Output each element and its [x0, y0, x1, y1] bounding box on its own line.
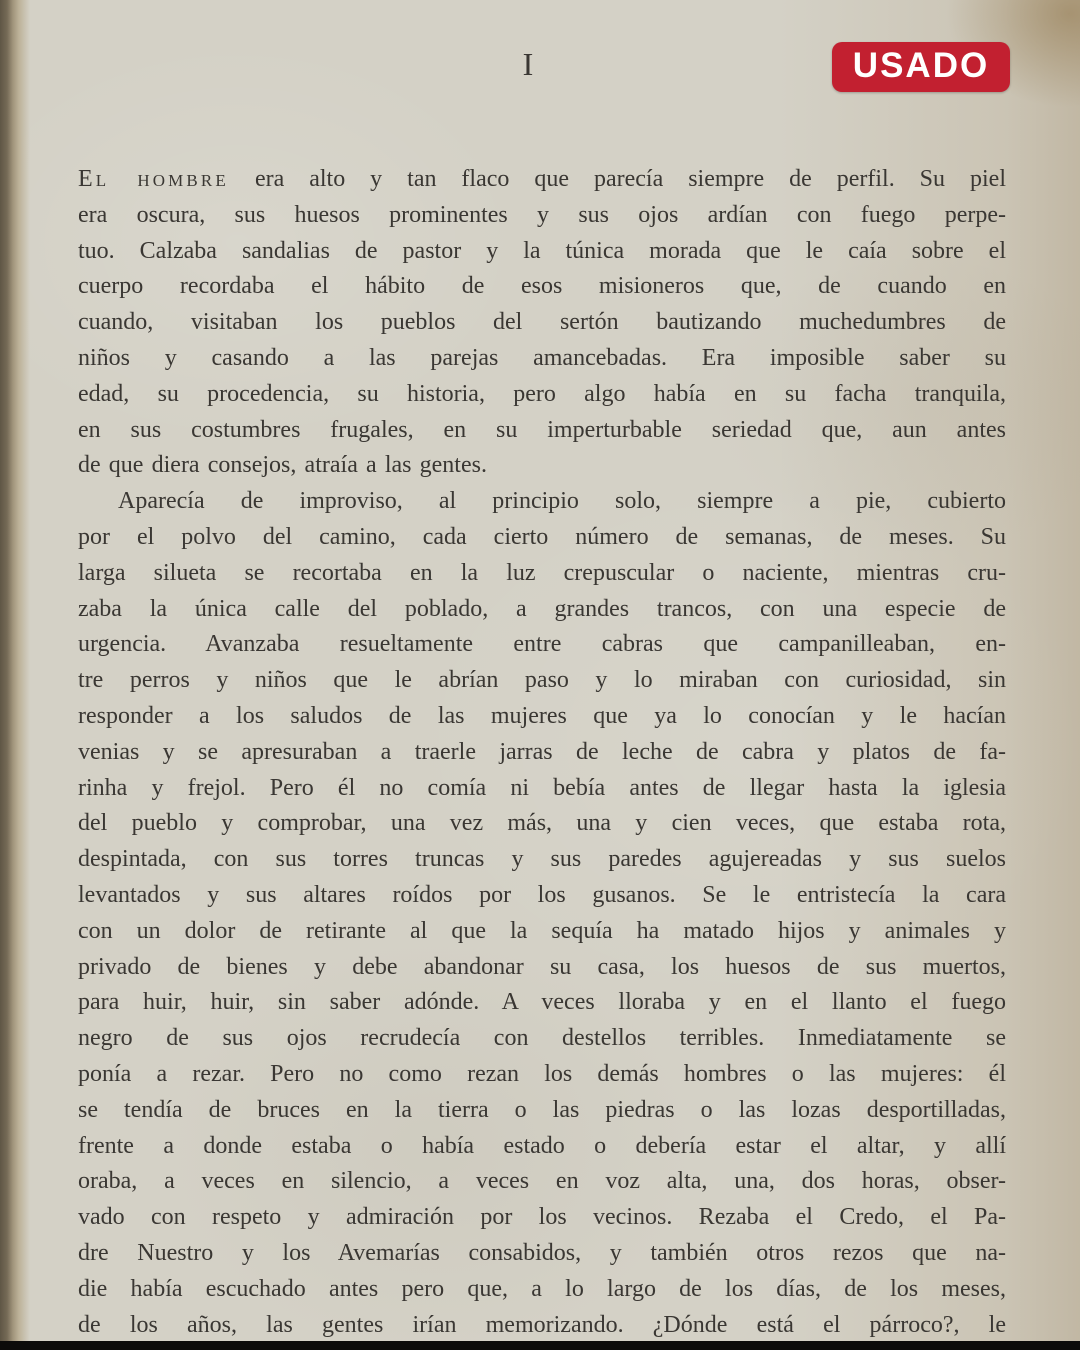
- text-line: frente a donde estaba o había estado o debería estar el altar, y allí: [78, 1132, 1006, 1159]
- text-line: se tendía de bruces en la tierra o las piedras o las lozas desportilladas,: [78, 1096, 1006, 1123]
- text-line: edad, su procedencia, su historia, pero algo había en su facha tranquila,: [78, 380, 1006, 407]
- text-line: de que diera consejos, atraía a las gentes.: [78, 452, 487, 479]
- text-line: privado de bienes y debe abandonar su casa, los huesos de sus muertos,: [78, 953, 1006, 980]
- text-line: en sus costumbres frugales, en su imperturbable seriedad que, aun antes: [78, 416, 1006, 443]
- text-line: larga silueta se recortaba en la luz crepuscular o naciente, mientras cru-: [78, 559, 1006, 586]
- usado-badge: [832, 42, 1010, 92]
- text-line: die había escuchado antes pero que, a lo largo de los días, de los meses,: [78, 1275, 1006, 1302]
- text-line: oraba, a veces en silencio, a veces en voz alta, una, dos horas, obser-: [78, 1168, 1006, 1195]
- text-line: Aparecía de improviso, al principio solo, siempre a pie, cubierto: [118, 488, 1006, 515]
- text-line: despintada, con sus torres truncas y sus paredes agujereadas y sus suelos: [78, 846, 1006, 873]
- page-edge-shadow: [0, 0, 30, 1350]
- lead-smallcaps: El hombre: [78, 166, 229, 192]
- text-line: niños y casando a las parejas amancebadas. Era imposible saber su: [78, 344, 1006, 371]
- text-line: urgencia. Avanzaba resueltamente entre cabras que campanilleaban, en-: [78, 631, 1006, 658]
- text-line: tuo. Calzaba sandalias de pastor y la túnica morada que le caía sobre el: [78, 237, 1006, 264]
- text-line: venias y se apresuraban a traerle jarras de leche de cabra y platos de fa-: [78, 738, 1006, 765]
- text-line: zaba la única calle del poblado, a grandes trancos, con una especie de: [78, 595, 1006, 622]
- usado-badge-label: USADO: [852, 46, 990, 85]
- text-line: ponía a rezar. Pero no como rezan los demás hombres o las mujeres: él: [78, 1060, 1006, 1087]
- text-line: de los años, las gentes irían memorizando. ¿Dónde está el párroco?, le: [78, 1311, 1006, 1338]
- text-line: responder a los saludos de las mujeres que ya lo conocían y le hacían: [78, 702, 1006, 729]
- text-line: levantados y sus altares roídos por los gusanos. Se le entristecía la cara: [78, 881, 1006, 908]
- text-line: cuerpo recordaba el hábito de esos misioneros que, de cuando en: [78, 273, 1006, 300]
- text-line: El hombre era alto y tan flaco que parecía siempre de perfil. Su piel: [78, 166, 1006, 192]
- text-line: del pueblo y comprobar, una vez más, una y cien veces, que estaba rota,: [78, 810, 1006, 837]
- text-block: [78, 162, 1006, 1343]
- text-line: con un dolor de retirante al que la sequía ha matado hijos y animales y: [78, 917, 1006, 944]
- text-line: por el polvo del camino, cada cierto número de semanas, de meses. Su: [78, 523, 1006, 550]
- text-line: negro de sus ojos recrudecía con destellos terribles. Inmediatamente se: [78, 1025, 1006, 1052]
- text-line: cuando, visitaban los pueblos del sertón bautizando muchedumbres de: [78, 309, 1006, 336]
- text-line: dre Nuestro y los Avemarías consabidos, y también otros rezos que na-: [78, 1239, 1006, 1266]
- text-line: rinha y frejol. Pero él no comía ni bebía antes de llegar hasta la iglesia: [78, 774, 1006, 801]
- text-line: era oscura, sus huesos prominentes y sus ojos ardían con fuego perpe-: [78, 201, 1006, 228]
- text-line: vado con respeto y admiración por los vecinos. Rezaba el Credo, el Pa-: [78, 1204, 1006, 1231]
- text-line: tre perros y niños que le abrían paso y lo miraban con curiosidad, sin: [78, 667, 1006, 694]
- chapter-numeral: I: [522, 46, 534, 82]
- photo-bottom-bar: [0, 1341, 1080, 1350]
- text-line: para huir, huir, sin saber adónde. A veces lloraba y en el llanto el fuego: [78, 989, 1006, 1016]
